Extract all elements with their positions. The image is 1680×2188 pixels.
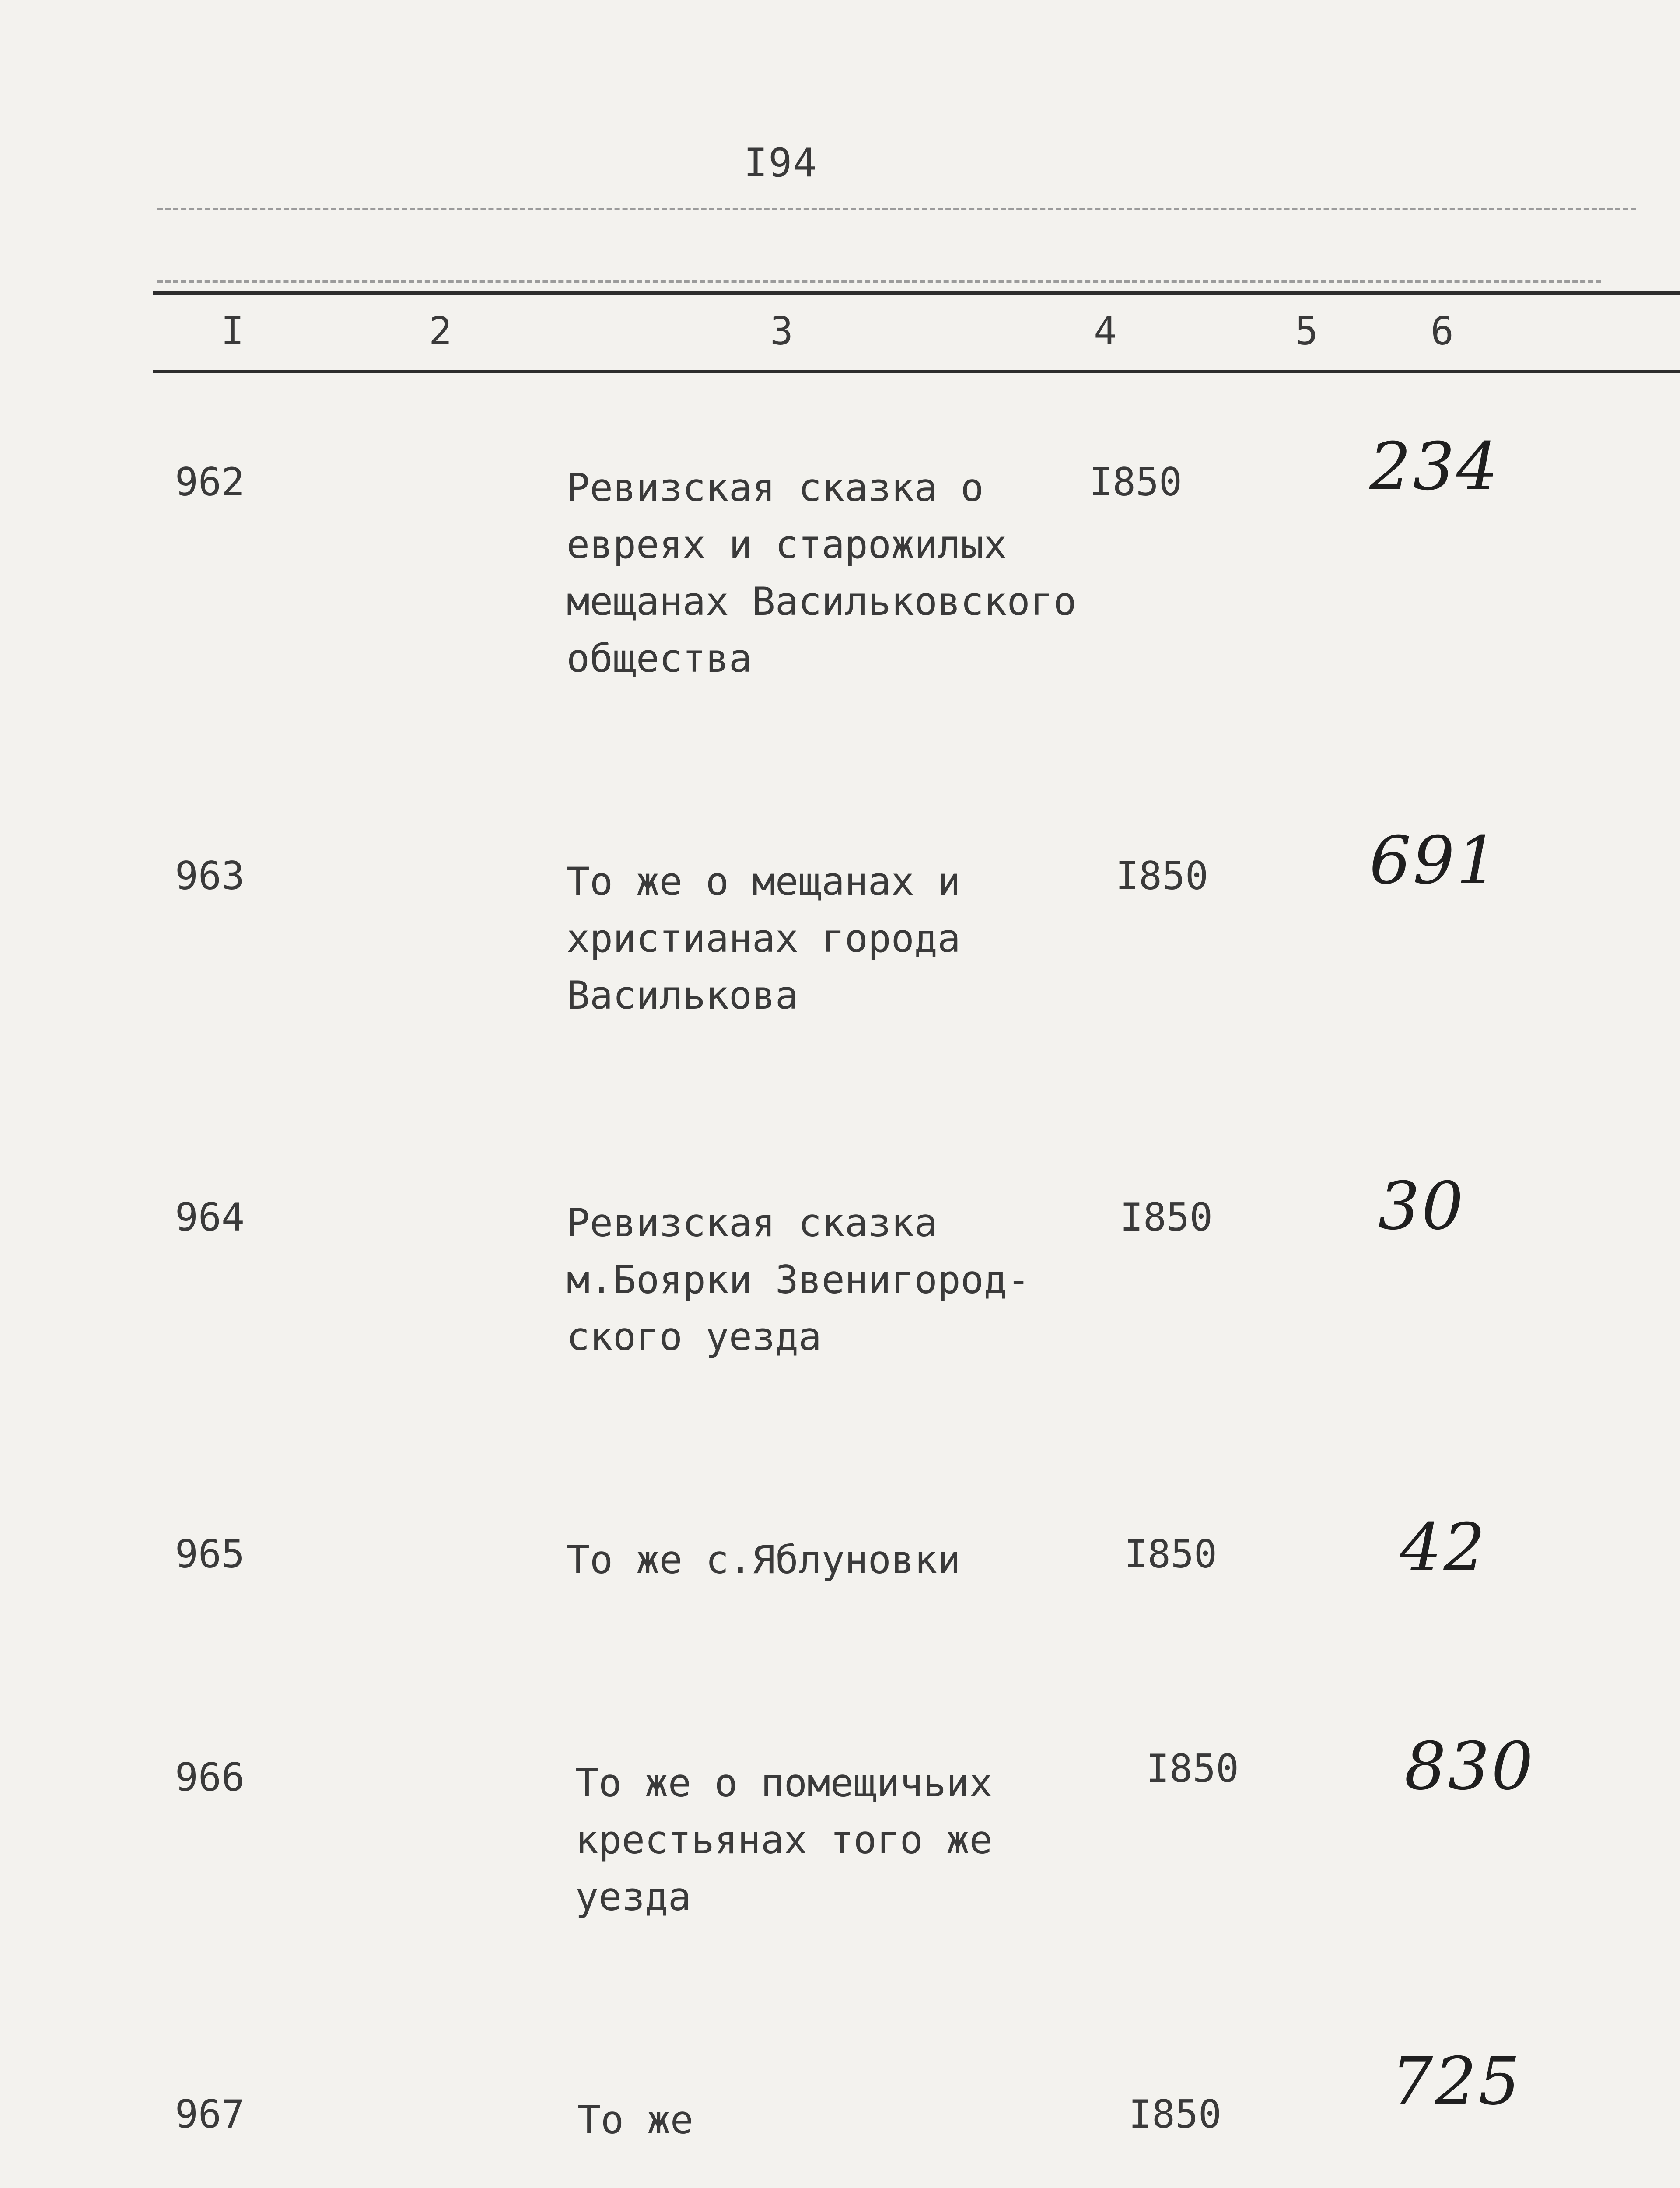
record-description: То же о мещанах и христианах города Василькова (567, 859, 961, 1018)
column-header-2: 2 (429, 309, 452, 354)
record-description: Ревизская сказка м.Боярки Звенигород- ского уезда (567, 1200, 1030, 1359)
column-header-6: 6 (1431, 309, 1454, 354)
record-year: I850 (1129, 2092, 1222, 2137)
record-year: I850 (1146, 1746, 1239, 1791)
record-description: То же о помещичьих крестьянах того же уезда (575, 1760, 993, 1919)
table-header-rule-top (153, 291, 1680, 295)
column-header-3: 3 (770, 309, 793, 354)
record-sheet-count: 30 (1378, 1168, 1465, 1245)
column-header-4: 4 (1094, 309, 1117, 354)
record-sheet-count: 691 (1369, 823, 1500, 899)
page-number: I94 (744, 140, 818, 186)
column-header-1: I (221, 309, 244, 354)
record-number: 963 (175, 853, 245, 898)
record-year: I850 (1089, 459, 1182, 505)
record-description: То же (578, 2097, 693, 2142)
record-description: То же с.Яблуновки (567, 1537, 961, 1582)
table-header-rule-bottom (153, 370, 1680, 373)
record-sheet-count: 725 (1391, 2044, 1522, 2120)
record-year: I850 (1124, 1532, 1217, 1577)
record-sheet-count: 42 (1400, 1510, 1487, 1586)
record-number: 964 (175, 1195, 245, 1240)
record-year: I850 (1116, 853, 1208, 898)
record-number: 967 (175, 2092, 245, 2137)
record-year: I850 (1120, 1195, 1213, 1240)
record-number: 962 (175, 459, 245, 505)
dashed-divider-top (158, 208, 1636, 210)
record-description: Ревизская сказка о евреях и старожилых мещанах Васильковского общества (567, 465, 1077, 681)
record-sheet-count: 830 (1404, 1729, 1535, 1805)
record-sheet-count: 234 (1369, 429, 1500, 505)
record-number: 966 (175, 1755, 245, 1800)
dashed-divider-lower (158, 280, 1601, 283)
column-header-5: 5 (1295, 309, 1318, 354)
record-number: 965 (175, 1532, 245, 1577)
